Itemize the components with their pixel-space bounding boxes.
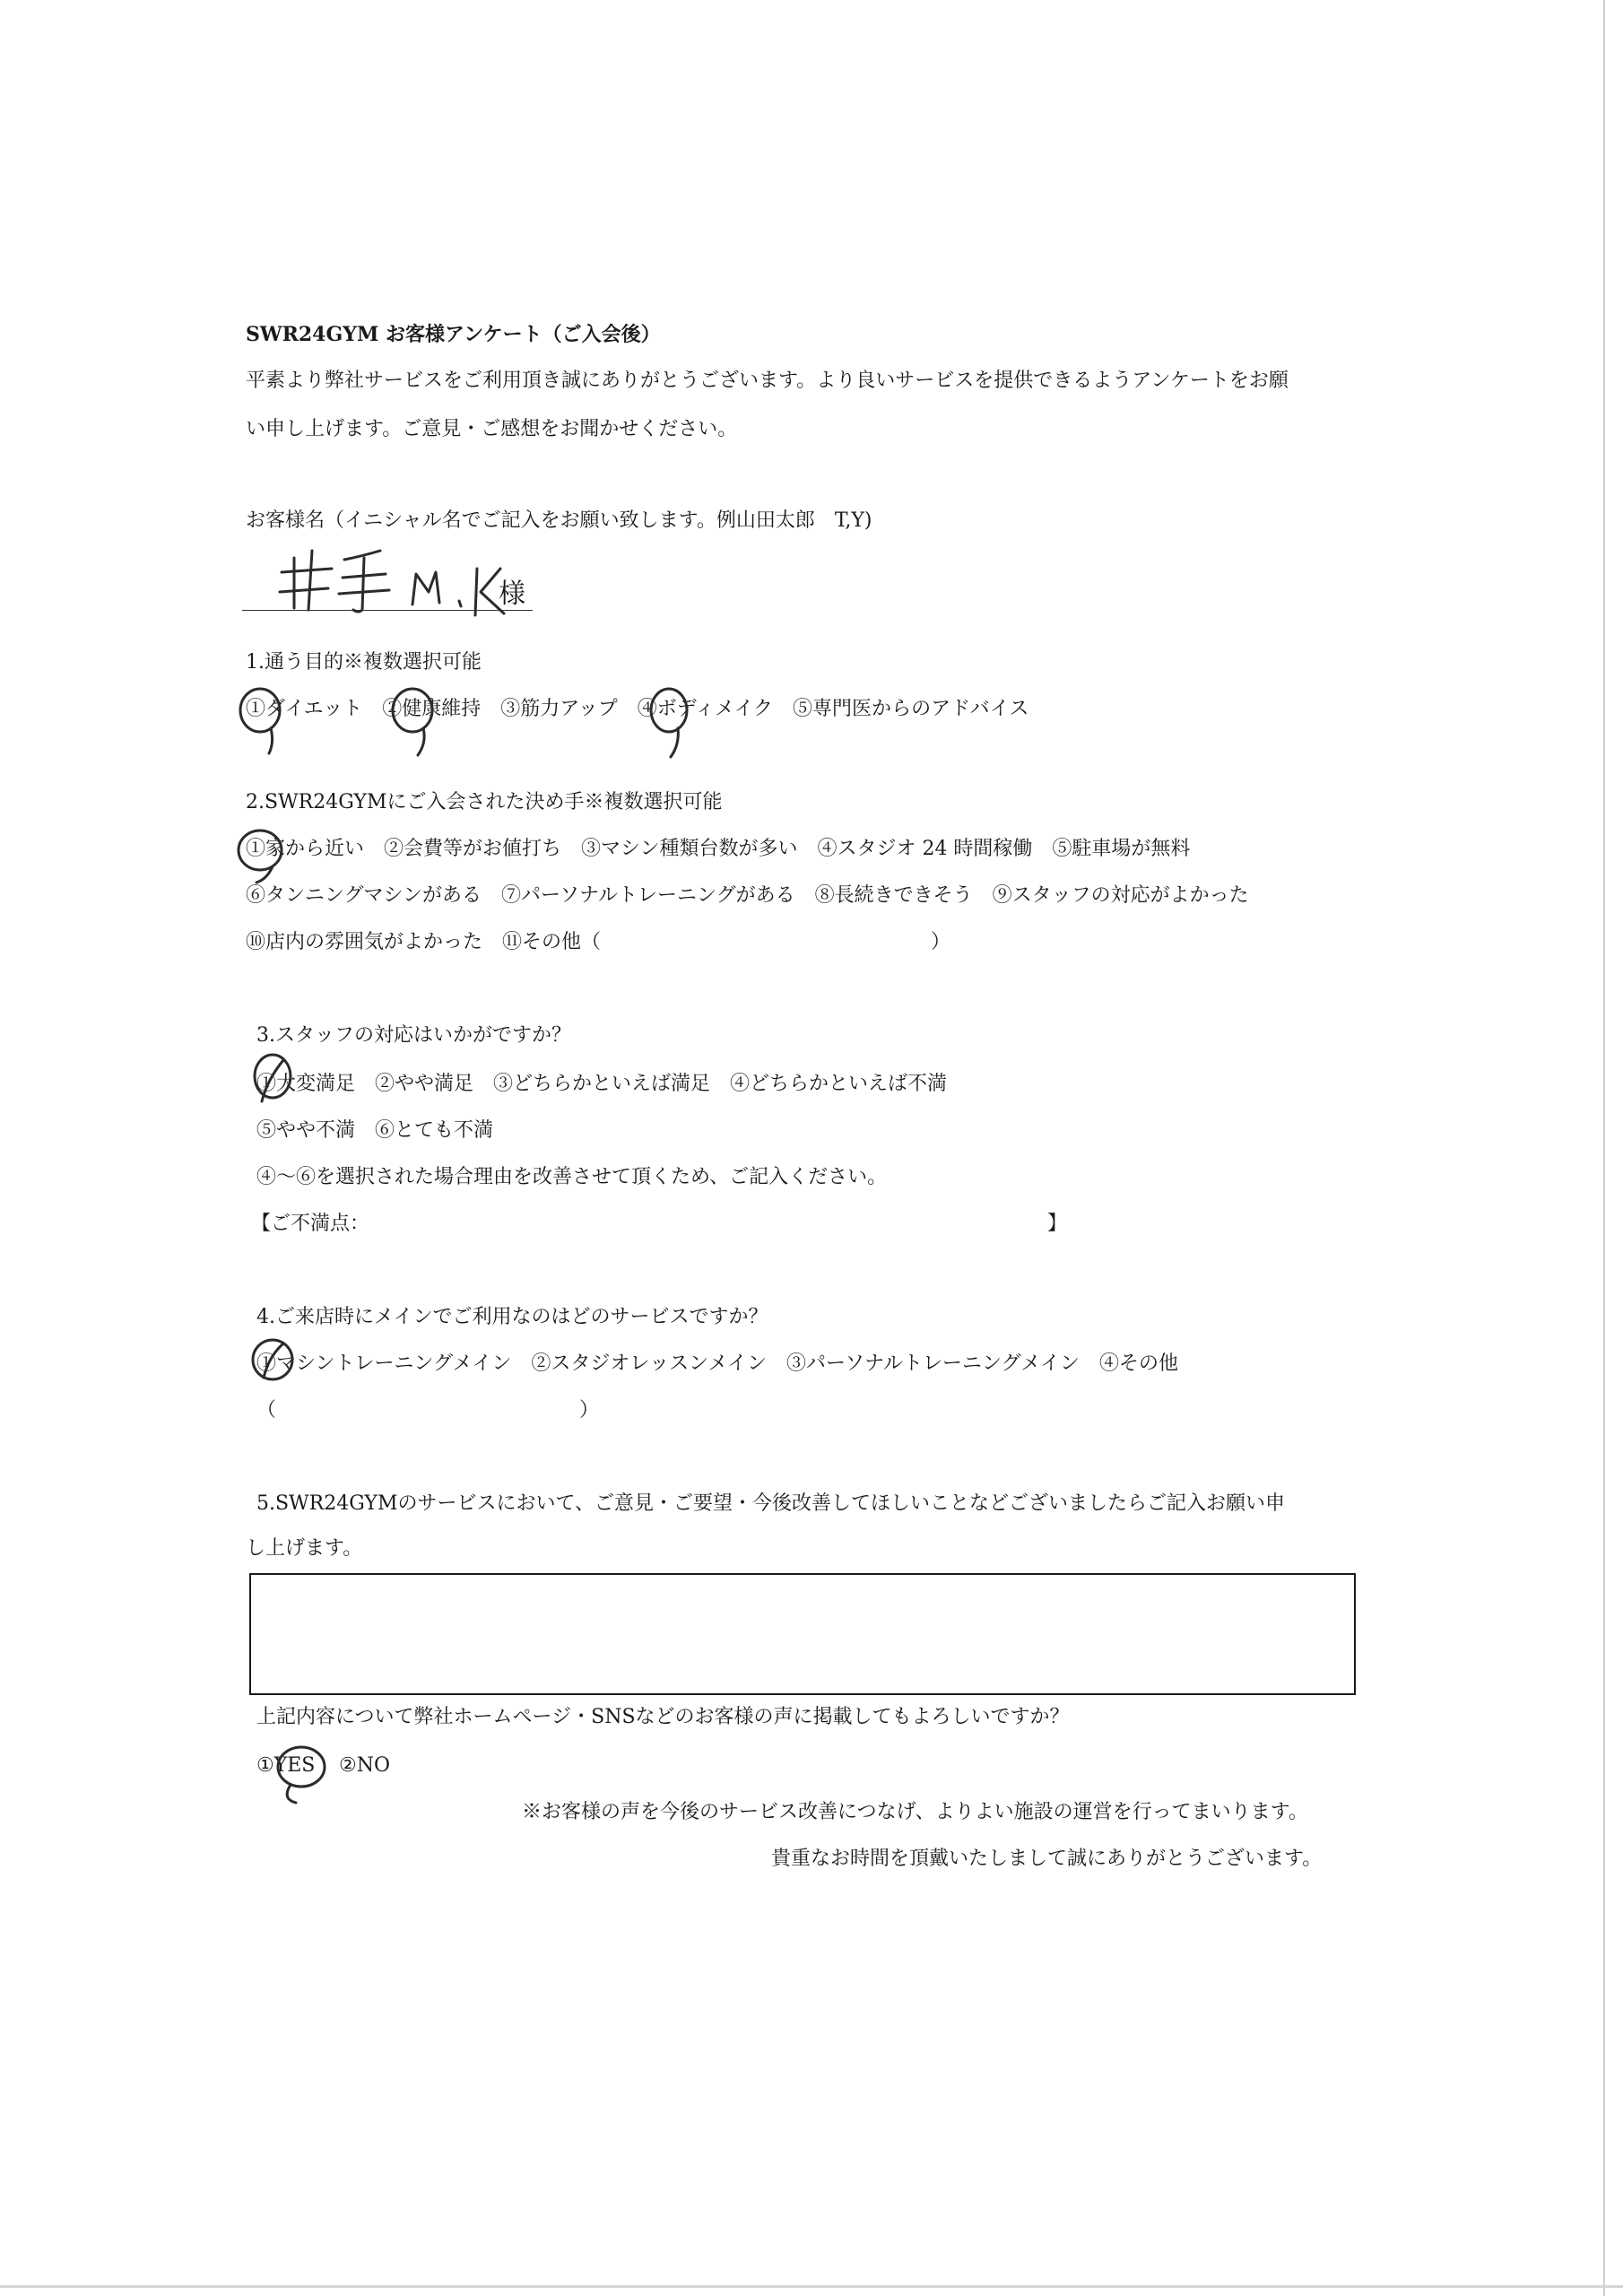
publish-question: 上記内容について弊社ホームページ・SNSなどのお客様の声に掲載してもよろしいですか？	[256, 1706, 1070, 1728]
closing-line-1: ※お客様の声を今後のサービス改善につなげ、よりよい施設の運営を行ってまいります。	[522, 1801, 1308, 1823]
q3-title: 3.スタッフの対応はいかがですか？	[256, 1024, 571, 1047]
q2-options-line-2[interactable]: ⑥タンニングマシンがある ⑦パーソナルトレーニングがある ⑧長続きできそう ⑨スタッフの対応がよかった	[246, 884, 1249, 907]
q1-title: 1.通う目的※複数選択可能	[246, 651, 482, 674]
q1-options[interactable]: ①ダイエット ②健康維持 ③筋力アップ ④ボディメイク ⑤専門医からのアドバイス	[246, 698, 1029, 720]
honorific-sama: 様	[499, 578, 525, 610]
q4-options[interactable]: ①マシントレーニングメイン ②スタジオレッスンメイン ③パーソナルトレーニングメイン ④その他	[256, 1352, 1178, 1375]
q3-selection-marks	[240, 1044, 312, 1116]
brand-name: SWR24GYM	[246, 323, 379, 346]
q1-selection-marks	[235, 680, 701, 761]
q3-options-line-1[interactable]: ①大変満足 ②やや満足 ③どちらかといえば満足 ④どちらかといえば不満	[256, 1073, 948, 1095]
scan-edge-right	[1603, 0, 1605, 2296]
publish-yes-option[interactable]: ①YES	[256, 1754, 316, 1777]
q2-options-line-3[interactable]: ⑩店内の雰囲気がよかった ⑪その他（	[246, 931, 602, 953]
intro-line-2: い申し上げます。ご意見・ご感想をお聞かせください。	[246, 418, 738, 440]
q4-title: 4.ご来店時にメインでご利用なのはどのサービスですか？	[256, 1306, 768, 1328]
q2-title: 2.SWR24GYMにご入会された決め手※複数選択可能	[246, 791, 723, 813]
survey-title: お客様アンケート（ご入会後）	[386, 323, 661, 346]
customer-name-label: お客様名（イニシャル名でご記入をお願い致します。例山田太郎 T,Y)	[246, 509, 872, 532]
q5-question-line-2: し上げます。	[246, 1537, 363, 1560]
publish-selection-marks	[264, 1740, 344, 1812]
closing-line-2: 貴重なお時間を頂戴いたしまして誠にありがとうございます。	[771, 1848, 1323, 1870]
q4-selection-marks	[242, 1329, 314, 1392]
q5-question-line-1: 5.SWR24GYMのサービスにおいて、ご意見・ご要望・今後改善してほしいことなどございましたらご記入お願い申	[256, 1492, 1286, 1515]
q3-complaint-close: 】	[1047, 1213, 1068, 1235]
q2-selection-marks	[231, 823, 303, 895]
q3-complaint-label[interactable]: 【ご不満点：	[251, 1213, 370, 1235]
q4-other-paren-open: （	[256, 1399, 277, 1422]
comment-textbox[interactable]	[249, 1573, 1356, 1695]
handwritten-customer-name	[269, 538, 574, 619]
scan-edge-bottom	[0, 2285, 1623, 2288]
q2-options-line-1[interactable]: ①家から近い ②会費等がお値打ち ③マシン種類台数が多い ④スタジオ 24 時間稼働 ⑤駐車場が無料	[246, 838, 1191, 860]
q2-other-paren-close: ）	[931, 931, 951, 953]
publish-no-option[interactable]: ②NO	[339, 1754, 391, 1777]
intro-line-1: 平素より弊社サービスをご利用頂き誠にありがとうございます。より良いサービスを提供できるようアンケートをお願	[246, 370, 1289, 392]
q3-note: ④～⑥を選択された場合理由を改善させて頂くため、ご記入ください。	[256, 1166, 888, 1188]
q3-options-line-2[interactable]: ⑤やや不満 ⑥とても不満	[256, 1119, 494, 1142]
q4-other-paren-close: ）	[579, 1399, 600, 1422]
